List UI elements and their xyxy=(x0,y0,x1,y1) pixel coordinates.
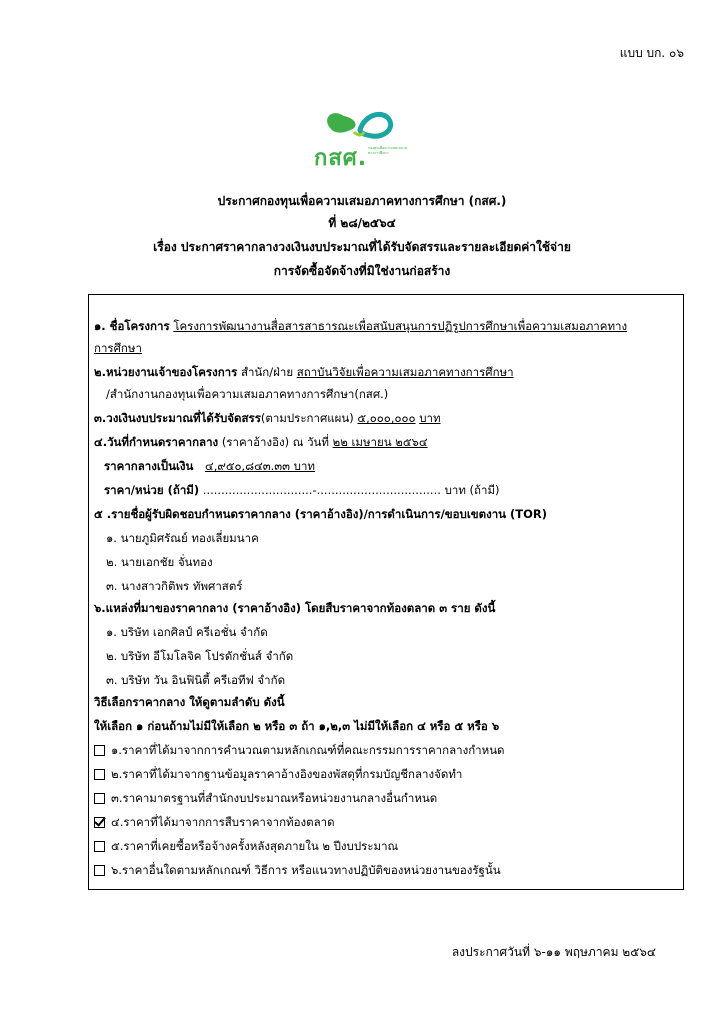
option-1-checkbox[interactable] xyxy=(94,745,105,756)
option-6[interactable] xyxy=(94,862,501,878)
item-4-note: (ราคาอ้างอิง) ณ วันที่ xyxy=(221,435,329,449)
responsible-person-3: ๓. นางสาวกิติพร ทัพศาสตร์ xyxy=(106,579,243,593)
option-5[interactable] xyxy=(94,838,398,854)
item-3-value: ๕,๐๐๐,๐๐๐ xyxy=(357,411,416,425)
option-4-checkbox-checked[interactable] xyxy=(94,817,105,828)
item-4-price-value: ๔,๙๕๐,๘๔๓.๓๓ บาท xyxy=(205,459,315,473)
organization-logo xyxy=(314,106,410,170)
option-3-checkbox[interactable] xyxy=(94,793,105,804)
option-3[interactable] xyxy=(94,790,437,806)
item-4-unit-suffix: บาท (ถ้ามี) xyxy=(444,483,500,497)
item-1-line-2 xyxy=(94,340,142,356)
item-1-value-continued: การศึกษา xyxy=(94,341,142,355)
source-company-1: ๑. บริษัท เอกศิลป์ ครีเอชั่น จำกัด xyxy=(106,625,268,639)
option-6-label: ๖.ราคาอื่นใดตามหลักเกณฑ์ วิธีการ หรือแนวทางปฏิบัติของหน่วยงานของรัฐนั้น xyxy=(111,863,501,877)
item-4-unit-label: ราคา/หน่วย (ถ้ามี) xyxy=(104,483,200,497)
option-4[interactable] xyxy=(94,814,335,830)
item-4-label: ๔.วันที่กำหนดราคากลาง xyxy=(94,435,219,449)
responsible-person-1: ๑. นายภูมิศรัณย์ ทองเลี่ยมนาค xyxy=(106,531,259,545)
form-code: แบบ บก. ๐๖ xyxy=(619,46,684,60)
header-line-1: ประกาศกองทุนเพื่อความเสมอภาคทางการศึกษา (กสศ.) xyxy=(217,194,507,208)
item-1-value: โครงการพัฒนางานสื่อสารสาธารณะเพื่อสนับสนุนการปฏิรูปการศึกษาเพื่อความเสมอภาคทาง xyxy=(173,319,628,333)
source-company-2: ๒. บริษัท อีโมโลจิค โปรดักชั่นส์ จำกัด xyxy=(106,649,294,663)
item-4-price-line xyxy=(104,458,315,474)
item-4-date: ๒๒ เมษายน ๒๕๖๔ xyxy=(332,435,428,449)
item-4-price-label: ราคากลางเป็นเงิน xyxy=(104,459,194,473)
item-3-label: ๓.วงเงินงบประมาณที่ได้รับจัดสรร xyxy=(94,411,261,425)
header-line-2: ที่ ๒๘/๒๕๖๔ xyxy=(328,216,396,230)
option-1-label: ๑.ราคาที่ได้มาจากการคำนวณตามหลักเกณฑ์ที่คณะกรรมการราคากลางกำหนด xyxy=(111,743,505,757)
option-6-checkbox[interactable] xyxy=(94,865,105,876)
item-5-label: ๕ .รายชื่อผู้รับผิดชอบกำหนดราคากลาง (ราคาอ้างอิง)/การดำเนินการ/ขอบเขตงาน (TOR) xyxy=(94,507,548,521)
item-3-note: (ตามประกาศแผน) xyxy=(260,411,354,425)
item-4-line xyxy=(94,434,428,450)
item-2-label: ๒.หน่วยงานเจ้าของโครงการ xyxy=(94,365,238,379)
source-company-3: ๓. บริษัท วัน อินฟินิตี้ ครีเอทีฟ จำกัด xyxy=(106,673,286,687)
item-2-value: สถาบันวิจัยเพื่อความเสมอภาคทางการศึกษา xyxy=(296,365,514,379)
item-3-unit: บาท xyxy=(419,411,441,425)
item-2-mid: สำนัก/ฝ่าย xyxy=(240,365,294,379)
item-4-unit-line xyxy=(104,482,500,498)
option-4-label: ๔.ราคาที่ได้มาจากการสืบราคาจากท้องตลาด xyxy=(111,815,335,829)
item-3-line xyxy=(94,410,441,426)
option-2[interactable] xyxy=(94,766,462,782)
announcement-date: ลงประกาศวันที่ ๖-๑๑ พฤษภาคม ๒๕๖๔ xyxy=(451,945,656,959)
item-6-label: ๖.แหล่งที่มาของราคากลาง (ราคาอ้างอิง) โดยสืบราคาจากท้องตลาด ๓ ราย ดังนี้ xyxy=(94,601,496,615)
responsible-person-2: ๒. นายเอกชัย จั่นทอง xyxy=(106,555,213,569)
option-2-checkbox[interactable] xyxy=(94,769,105,780)
logo-text: กสศ. xyxy=(314,146,368,171)
logo-subtitle: กองทุนเพื่อความเสมอภาคทางการศึกษา xyxy=(368,146,408,155)
option-5-label: ๕.ราคาที่เคยซื้อหรือจ้างครั้งหลังสุดภายใน ๒ ปีงบประมาณ xyxy=(111,839,399,853)
option-3-label: ๓.ราคามาตรฐานที่สำนักงบประมาณหรือหน่วยงานกลางอื่นกำหนด xyxy=(111,791,438,805)
item-2-line-2: /สำนักงานกองทุนเพื่อความเสมอภาคทางการศึกษา(กสศ.) xyxy=(106,387,389,401)
option-1[interactable] xyxy=(94,742,505,758)
header-line-3: เรื่อง ประกาศราคากลางวงเงินงบประมาณที่ได้รับจัดสรรและรายละเอียดค่าใช้จ่าย xyxy=(153,240,571,254)
item-4-unit-dots: ..............................-.................................. xyxy=(202,483,441,497)
header-line-4: การจัดซื้อจัดจ้างที่มิใช่งานก่อสร้าง xyxy=(273,264,451,278)
option-2-label: ๒.ราคาที่ได้มาจากฐานข้อมูลราคาอ้างอิงของพัสดุที่กรมบัญชีกลางจัดทำ xyxy=(111,767,463,781)
option-5-checkbox[interactable] xyxy=(94,841,105,852)
item-1-line xyxy=(94,318,627,334)
item-2-line xyxy=(94,364,514,380)
method-rule: ให้เลือก ๑ ก่อนถ้ามไม่มีให้เลือก ๒ หรือ ๓ ถ้า ๑,๒,๓ ไม่มีให้เลือก ๔ หรือ ๕ หรือ ๖ xyxy=(94,719,500,733)
method-title: วิธีเลือกราคากลาง ให้ดูตามลำดับ ดังนี้ xyxy=(94,695,285,709)
item-1-label: ๑. ชื่อโครงการ xyxy=(94,319,170,333)
